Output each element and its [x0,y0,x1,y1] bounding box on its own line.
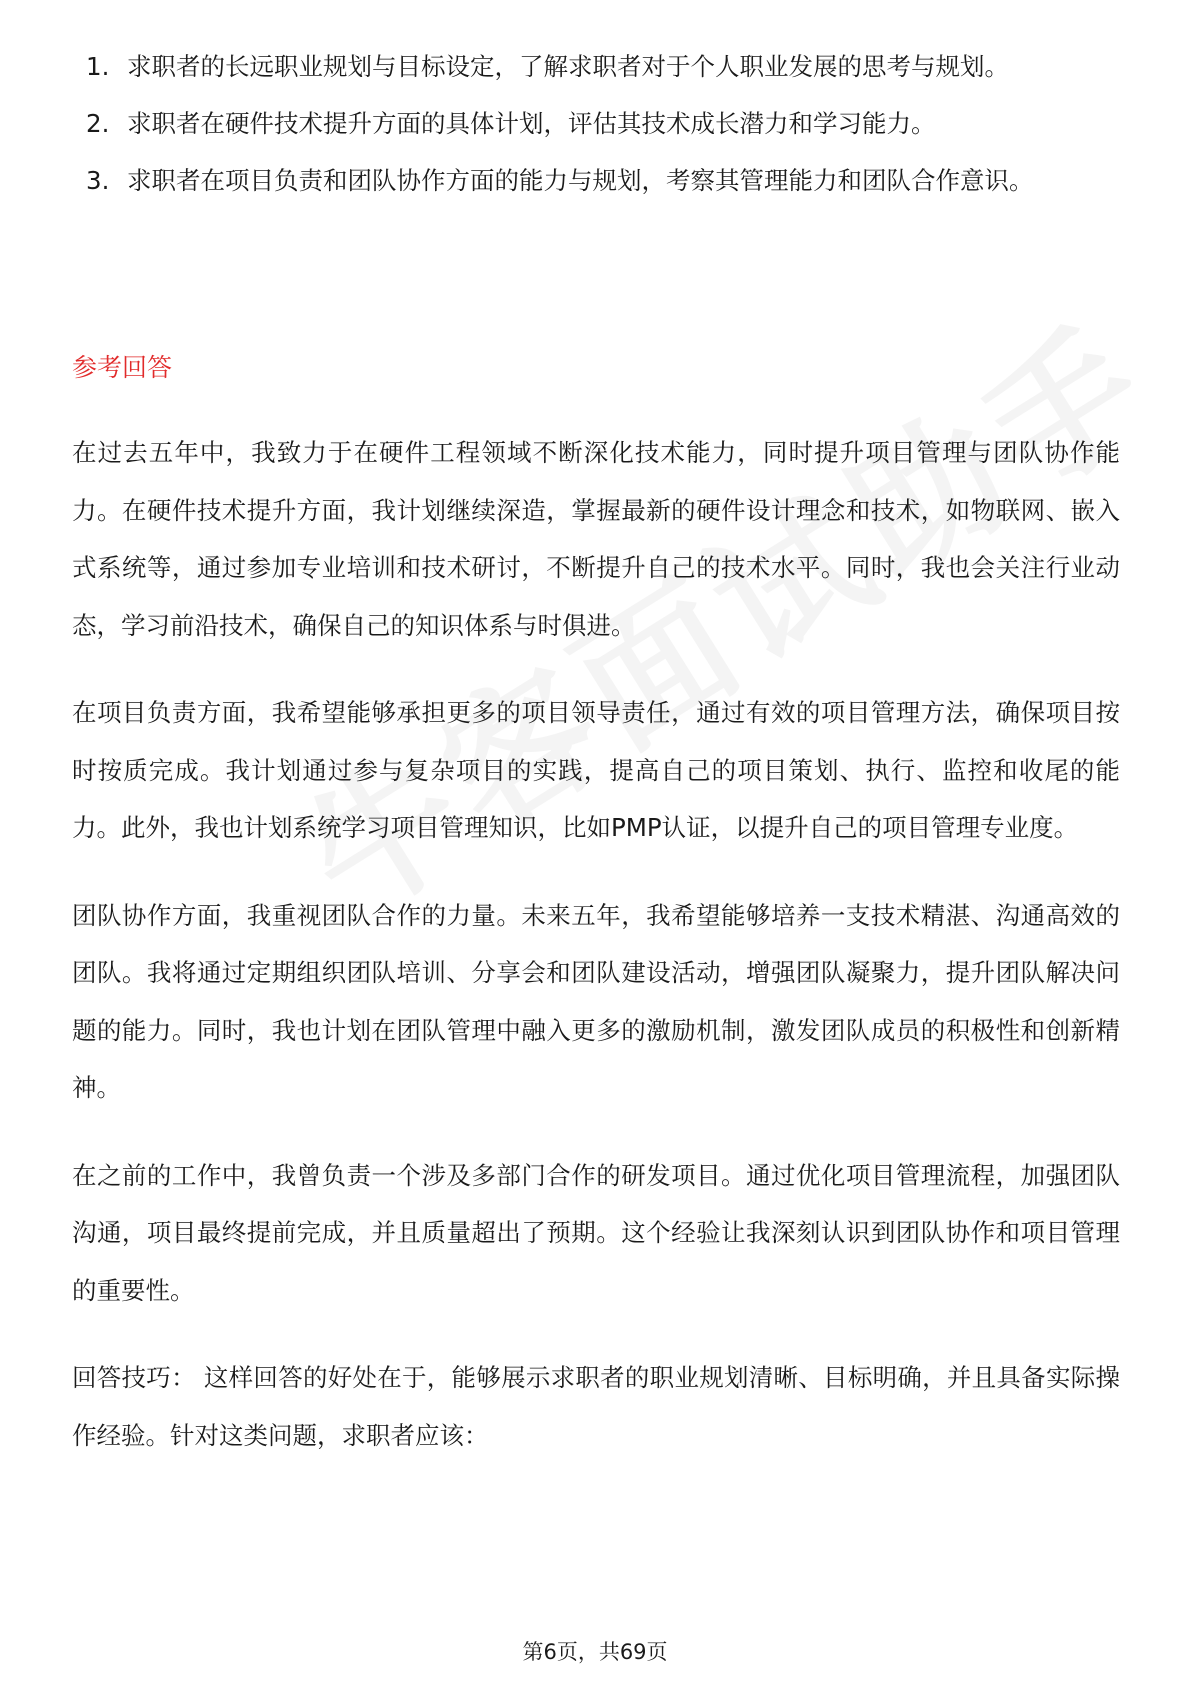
list-item-text: 求职者在项目负责和团队协作方面的能力与规划，考察其管理能力和团队合作意识。 [127,166,1034,195]
list-item-text: 求职者的长远职业规划与目标设定，了解求职者对于个人职业发展的思考与规划。 [127,52,1009,81]
reference-answer-body [72,424,1120,1494]
answer-paragraph: 在之前的工作中，我曾负责一个涉及多部门合作的研发项目。通过优化项目管理流程，加强团队沟通，项目最终提前完成，并且质量超出了预期。这个经验让我深刻认识到团队协作和项目管理的重要性。 [72,1160,1120,1305]
list-item [72,152,1120,209]
reference-answer-heading: 参考回答 [72,353,173,382]
list-item [72,38,1120,95]
list-item-number: 3. [86,166,110,195]
list-item [72,95,1120,152]
list-item-text: 求职者在硬件技术提升方面的具体计划，评估其技术成长潜力和学习能力。 [127,109,936,138]
list-item-number: 2. [86,109,110,138]
answer-paragraph: 在过去五年中，我致力于在硬件工程领域不断深化技术能力，同时提升项目管理与团队协作能力。在硬件技术提升方面，我计划继续深造，掌握最新的硬件设计理念和技术，如物联网、嵌入式系统等，通过参加专业培训和技术研讨，不断提升自己的技术水平。同时，我也会关注行业动态，学习前沿技术，确保自己的知识体系与时俱进。 [72,438,1120,640]
page-number: 第6页，共69页 [522,1640,668,1664]
answer-tips-paragraph: 回答技巧： 这样回答的好处在于，能够展示求职者的职业规划清晰、目标明确，并且具备实际操作经验。针对这类问题，求职者应该： [72,1363,1120,1450]
question-intent-list [72,38,1120,209]
answer-paragraph: 团队协作方面，我重视团队合作的力量。未来五年，我希望能够培养一支技术精湛、沟通高效的团队。我将通过定期组织团队培训、分享会和团队建设活动，增强团队凝聚力，提升团队解决问题的能力。同时，我也计划在团队管理中融入更多的激励机制，激发团队成员的积极性和创新精神。 [72,900,1120,1102]
list-item-number: 1. [86,52,110,81]
answer-paragraph: 在项目负责方面，我希望能够承担更多的项目领导责任，通过有效的项目管理方法，确保项目按时按质完成。我计划通过参与复杂项目的实践，提高自己的项目策划、执行、监控和收尾的能力。此外，我也计划系统学习项目管理知识，比如PMP认证，以提升自己的项目管理专业度。 [72,698,1120,842]
